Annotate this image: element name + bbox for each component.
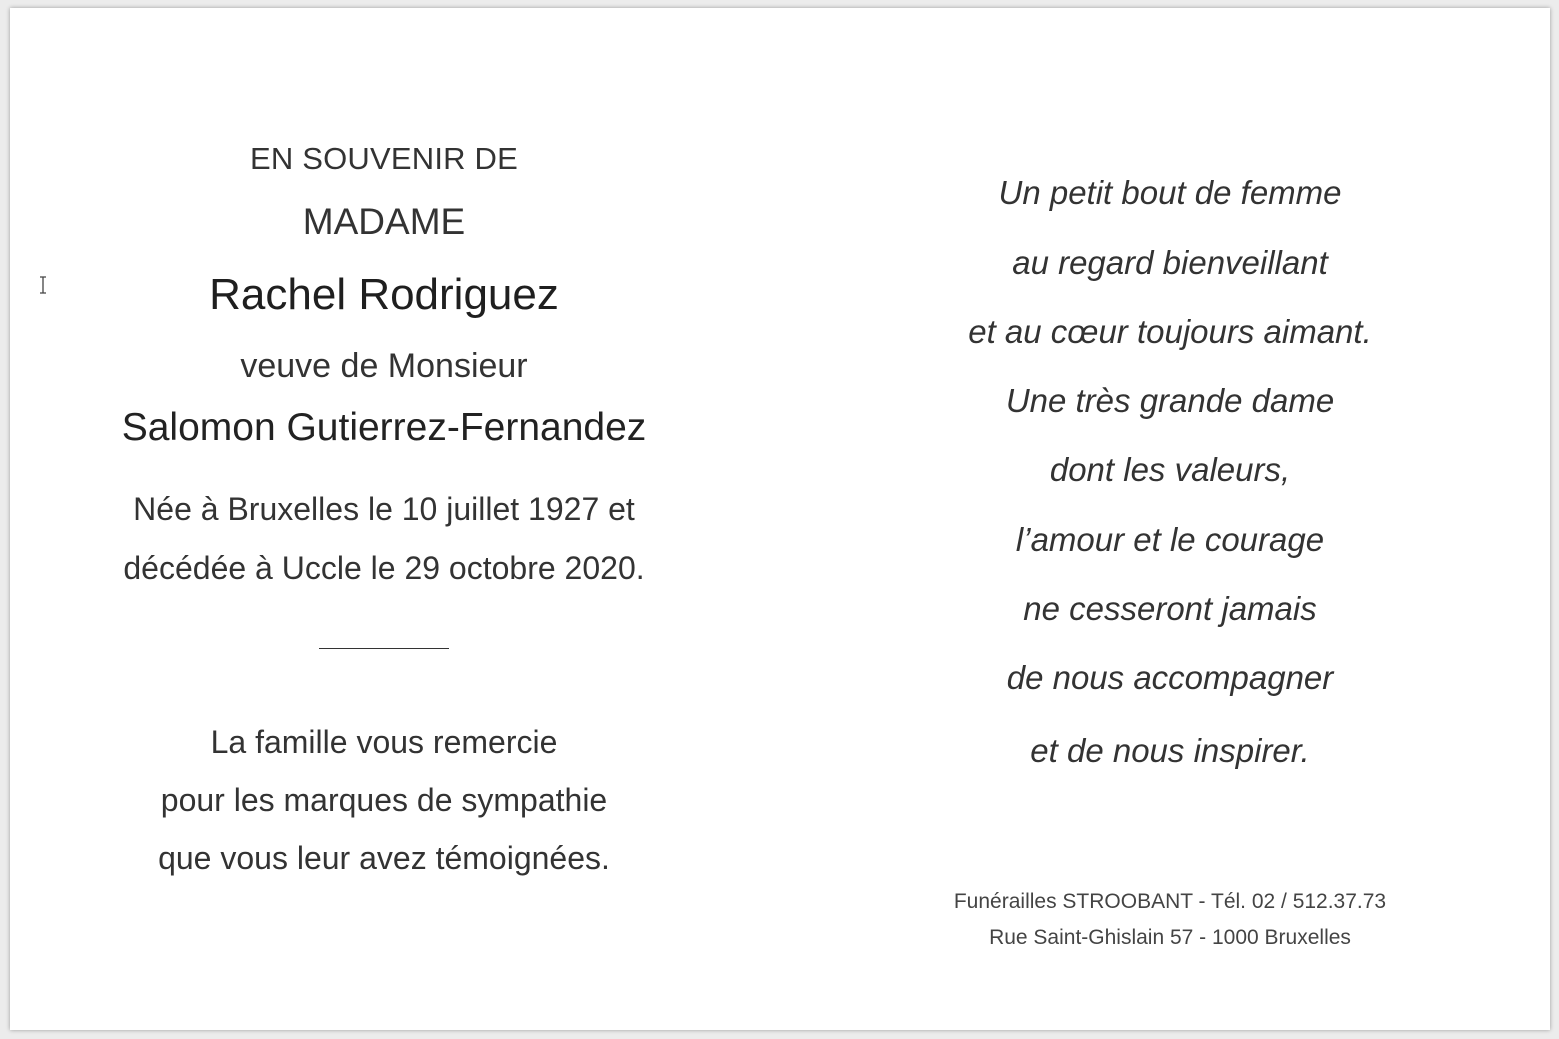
thanks-line-2: pour les marques de sympathie [160, 782, 608, 818]
poem-line-9: et de nous inspirer. [1030, 732, 1310, 769]
divider-rule [319, 648, 449, 649]
poem-line-4: Une très grande dame [1005, 382, 1335, 419]
in-memory-heading: EN SOUVENIR DE [249, 141, 519, 176]
poem-line-1: Un petit bout de femme [998, 174, 1342, 211]
madame-title: MADAME [302, 201, 466, 242]
memorial-card [10, 8, 1550, 1030]
text-cursor-icon [38, 276, 48, 294]
poem-line-6: l’amour et le courage [1015, 521, 1325, 558]
thanks-line-3: que vous leur avez témoignées. [158, 840, 610, 876]
birth-line: Née à Bruxelles le 10 juillet 1927 et [133, 491, 635, 527]
poem-line-5: dont les valeurs, [1049, 451, 1291, 488]
thanks-line-1: La famille vous remercie [210, 724, 558, 760]
death-line: décédée à Uccle le 29 octobre 2020. [123, 550, 645, 586]
poem-line-8: de nous accompagner [1006, 659, 1334, 696]
widow-of-label: veuve de Monsieur [240, 347, 528, 385]
poem-line-7: ne cesseront jamais [1023, 590, 1317, 627]
deceased-name: Rachel Rodriguez [209, 270, 559, 319]
poem-line-3: et au cœur toujours aimant. [968, 313, 1372, 350]
funeral-home-address: Rue Saint-Ghislain 57 - 1000 Bruxelles [989, 926, 1351, 949]
husband-name: Salomon Gutierrez-Fernandez [121, 406, 647, 449]
poem-line-2: au regard bienveillant [1012, 244, 1328, 281]
funeral-home-contact: Funérailles STROOBANT - Tél. 02 / 512.37.73 [953, 890, 1387, 913]
